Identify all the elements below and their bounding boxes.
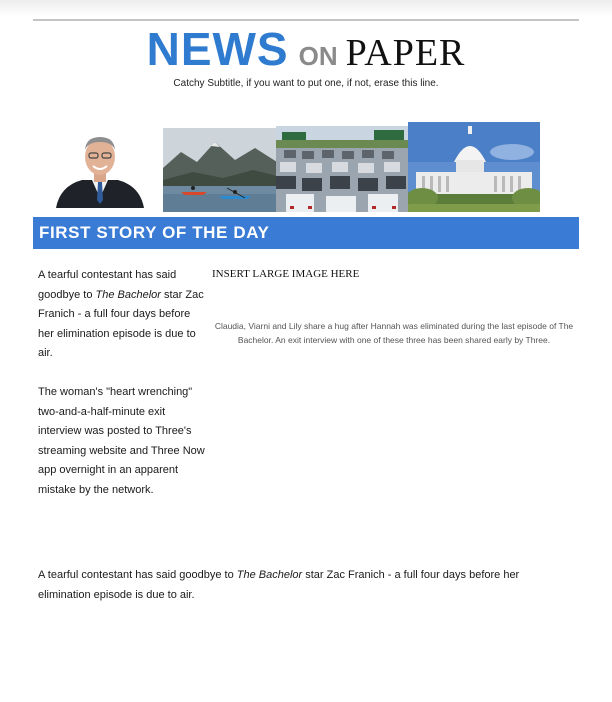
photo-kayakers-lake bbox=[163, 128, 277, 212]
show-title: The Bachelor bbox=[236, 569, 303, 581]
photo-us-capitol bbox=[408, 122, 540, 212]
paragraph-text: star Zac Franich - a full four days before her elimination episode is due to air. bbox=[38, 569, 520, 601]
photo-highway-traffic bbox=[276, 126, 408, 212]
story-paragraph-3 bbox=[38, 566, 568, 605]
masthead-paper: PAPER bbox=[345, 32, 466, 74]
header-rule bbox=[33, 19, 579, 21]
photo-man-portrait bbox=[52, 128, 148, 208]
image-caption: Claudia, Viarni and Lily share a hug after Hannah was eliminated during the last episode of The Bachelor. An exit interview with one of these three has been shared early by Three. bbox=[214, 321, 574, 345]
story-heading: FIRST STORY OF THE DAY bbox=[39, 223, 270, 242]
story-paragraph-1 bbox=[38, 266, 206, 364]
masthead-on: ON bbox=[298, 41, 338, 71]
subtitle: Catchy Subtitle, if you want to put one, if not, erase this line. bbox=[173, 78, 439, 89]
image-placeholder: INSERT LARGE IMAGE HERE bbox=[212, 268, 360, 280]
paragraph-text: A tearful contestant has said goodbye to bbox=[38, 569, 237, 581]
paragraph-text: star Zac Franich - a full four days before her elimination episode is due to air. bbox=[38, 288, 204, 359]
show-title: The Bachelor bbox=[95, 288, 161, 301]
paragraph-text: A tearful contestant has said goodbye to bbox=[38, 269, 177, 301]
story-banner bbox=[33, 217, 579, 249]
story-paragraph-2: The woman's "heart wrenching" two-and-a-half-minute exit interview was posted to Three's streaming website and Three Now app overnight in an apparent mistake by the network. bbox=[38, 386, 205, 496]
top-shade bbox=[0, 0, 612, 16]
masthead bbox=[0, 23, 612, 75]
story-left-column bbox=[38, 266, 206, 520]
masthead-news: NEWS bbox=[146, 23, 289, 75]
